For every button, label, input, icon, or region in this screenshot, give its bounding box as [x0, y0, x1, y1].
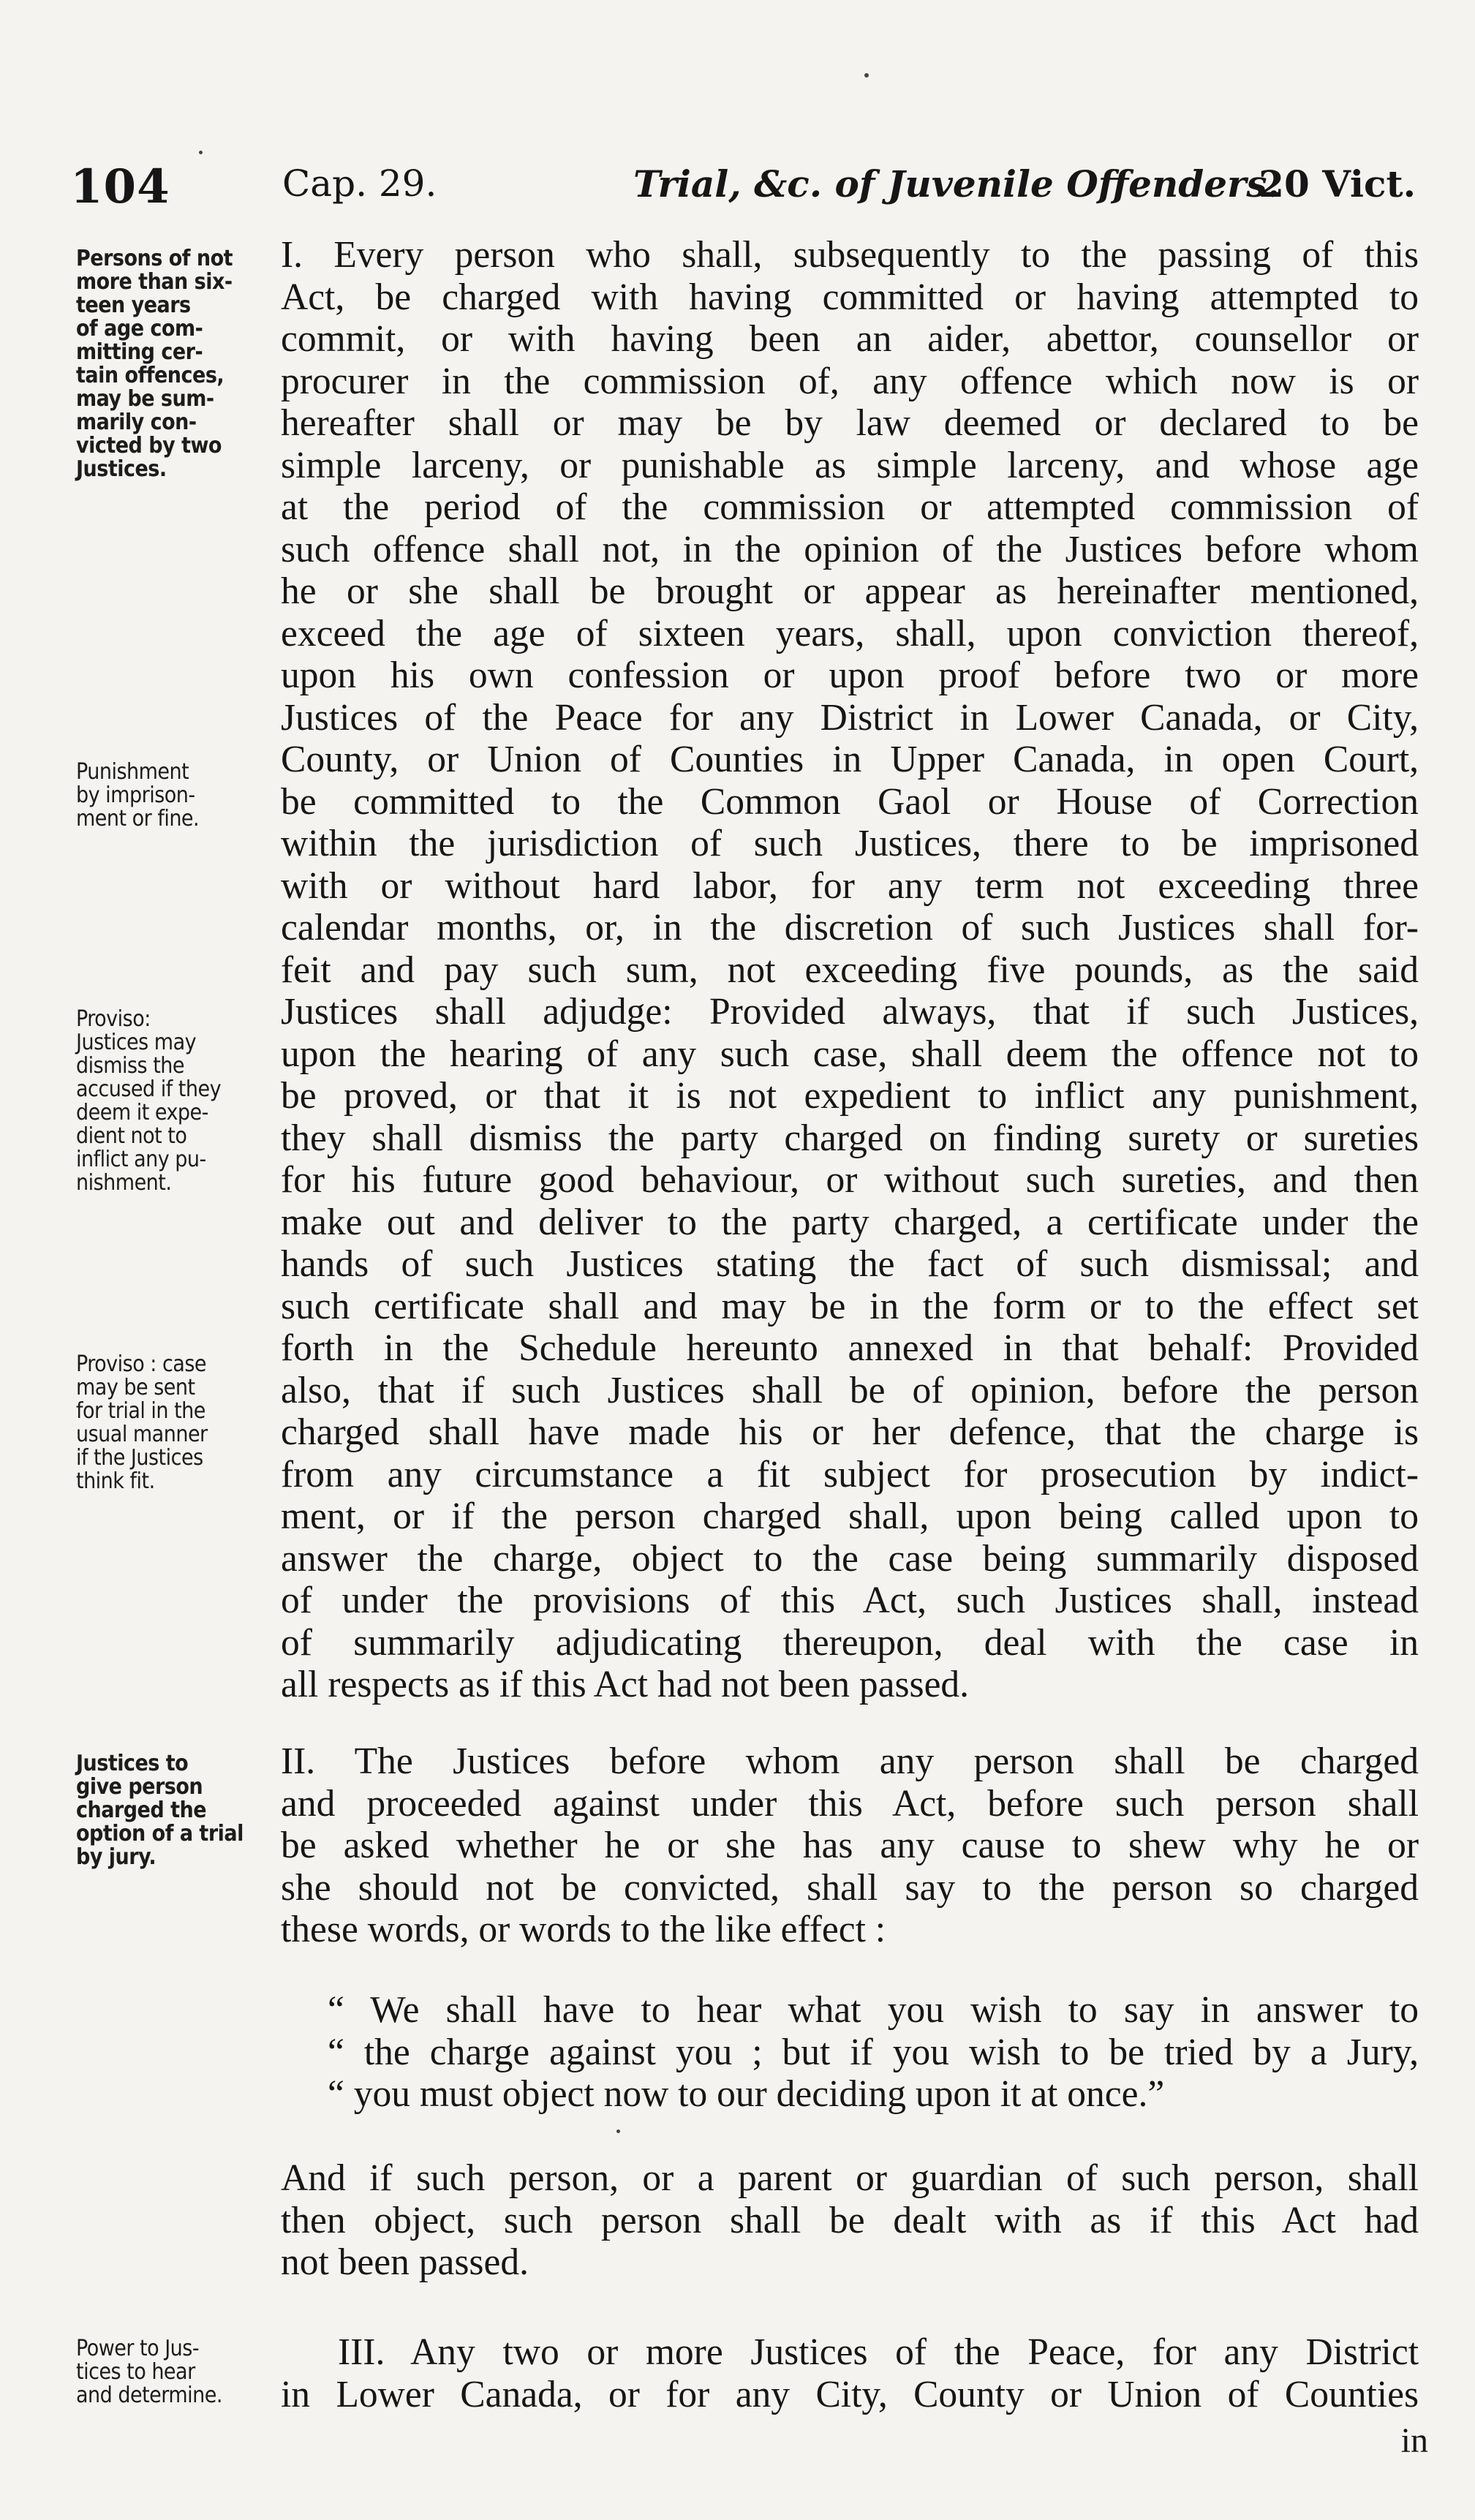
- margin-line: Justices to: [76, 1751, 189, 1776]
- regnal-year: 20 Vict.: [1259, 162, 1416, 205]
- margin-line: tices to hear: [76, 2359, 195, 2385]
- text-line: hands of such Justices stating the fact of such dismissal; and: [281, 1243, 1419, 1285]
- margin-line: deem it expe-: [76, 1100, 208, 1125]
- margin-line: marily con-: [76, 410, 197, 435]
- text-line: for his future good behaviour, or without such sureties, and then: [281, 1159, 1419, 1201]
- text-line: be committed to the Common Gaol or House of Correction: [281, 781, 1419, 823]
- ink-speck: [616, 2129, 620, 2133]
- margin-line: Punishment: [76, 759, 189, 785]
- text-line: be proved, or that it is not expedient to inflict any punishment,: [281, 1075, 1419, 1117]
- text-line: commit, or with having been an aider, abettor, counsellor or: [281, 318, 1419, 360]
- text-line: upon the hearing of any such case, shall deem the offence not to: [281, 1033, 1419, 1075]
- margin-line: nishment.: [76, 1170, 172, 1196]
- margin-note: [76, 1008, 288, 1195]
- margin-line: tain offences,: [76, 363, 225, 388]
- text-line: exceed the age of sixteen years, shall, upon conviction thereof,: [281, 613, 1419, 654]
- margin-line: Proviso:: [76, 1006, 151, 1032]
- chapter-label: Cap. 29.: [282, 162, 437, 205]
- ink-speck: [864, 73, 869, 78]
- text-line: I. Every person who shall, subsequently to the passing of this: [281, 234, 1419, 276]
- text-line: also, that if such Justices shall be of opinion, before the person: [281, 1370, 1419, 1411]
- text-line: of under the provisions of this Act, such Justices shall, instead: [281, 1580, 1419, 1621]
- text-line: hereafter shall or may be by law deemed or declared to be: [281, 402, 1419, 444]
- text-line: calendar months, or, in the discretion of such Justices shall for-: [281, 907, 1419, 948]
- text-line: answer the charge, object to the case being summarily disposed: [281, 1538, 1419, 1580]
- margin-line: charged the: [76, 1797, 207, 1823]
- text-line: within the jurisdiction of such Justices, there to be imprisoned: [281, 823, 1419, 864]
- header-title: Trial, &c. of Juvenile Offenders.: [633, 162, 1280, 205]
- text-line: not been passed.: [281, 2241, 529, 2283]
- margin-line: and determine.: [76, 2383, 222, 2408]
- margin-line: of age com-: [76, 316, 203, 342]
- text-line: of summarily adjudicating thereupon, deal with the case in: [281, 1622, 1419, 1664]
- margin-line: Justices.: [76, 456, 167, 482]
- margin-line: Power to Jus-: [76, 2336, 200, 2361]
- text-line: in Lower Canada, or for any City, County or Union of Counties: [281, 2374, 1419, 2415]
- text-line: be asked whether he or she has any cause to shew why he or: [281, 1825, 1419, 1866]
- margin-line: Persons of not: [76, 246, 233, 271]
- margin-line: accused if they: [76, 1076, 222, 1102]
- text-line: “ We shall have to hear what you wish to say in answer to: [328, 1989, 1419, 2031]
- text-line: County, or Union of Counties in Upper Canada, in open Court,: [281, 739, 1419, 780]
- margin-note: [76, 761, 288, 831]
- text-line: from any circumstance a fit subject for prosecution by indict-: [281, 1454, 1419, 1495]
- margin-line: may be sent: [76, 1375, 195, 1400]
- margin-line: inflict any pu-: [76, 1147, 206, 1172]
- text-line: with or without hard labor, for any term not exceeding three: [281, 865, 1419, 907]
- running-header: [70, 159, 1430, 218]
- text-line: II. The Justices before whom any person shall be charged: [281, 1740, 1419, 1782]
- text-line: Justices of the Peace for any District in Lower Canada, or City,: [281, 697, 1419, 739]
- text-line: procurer in the commission of, any offence which now is or: [281, 361, 1419, 402]
- margin-note: [76, 1752, 288, 1869]
- margin-line: for trial in the: [76, 1398, 205, 1424]
- margin-note: [76, 247, 288, 481]
- catchword: in: [1400, 2421, 1428, 2460]
- text-line: such certificate shall and may be in the form or to the effect set: [281, 1286, 1419, 1327]
- margin-line: Proviso : case: [76, 1351, 207, 1377]
- margin-note: [76, 2337, 288, 2407]
- text-line: upon his own confession or upon proof before two or more: [281, 654, 1419, 696]
- margin-line: mitting cer-: [76, 339, 203, 365]
- text-line: all respects as if this Act had not been passed.: [281, 1664, 970, 1705]
- page-number: 104: [70, 159, 170, 214]
- margin-line: think fit.: [76, 1468, 155, 1494]
- margin-line: give person: [76, 1774, 203, 1800]
- ink-speck: [199, 151, 203, 154]
- text-line: Justices shall adjudge: Provided always, that if such Justices,: [281, 991, 1419, 1033]
- text-line: “ the charge against you ; but if you wish to be tried by a Jury,: [328, 2032, 1419, 2073]
- text-line: forth in the Schedule hereunto annexed in that behalf: Provided: [281, 1327, 1419, 1369]
- margin-line: dismiss the: [76, 1053, 184, 1079]
- margin-line: may be sum-: [76, 386, 214, 412]
- text-line: then object, such person shall be dealt with as if this Act had: [281, 2200, 1419, 2241]
- text-line: And if such person, or a parent or guardian of such person, shall: [281, 2157, 1419, 2199]
- margin-line: by jury.: [76, 1844, 156, 1870]
- margin-line: usual manner: [76, 1422, 208, 1447]
- text-line: ment, or if the person charged shall, upon being called upon to: [281, 1495, 1419, 1537]
- margin-line: option of a trial: [76, 1821, 244, 1846]
- text-line: “ you must object now to our deciding upon it at once.”: [328, 2073, 1165, 2115]
- text-line: he or she shall be brought or appear as hereinafter mentioned,: [281, 570, 1419, 612]
- margin-line: by imprison-: [76, 782, 195, 808]
- margin-line: teen years: [76, 293, 191, 318]
- text-line: at the period of the commission or attempted commission of: [281, 486, 1419, 528]
- margin-line: victed by two: [76, 433, 222, 459]
- text-line: Act, be charged with having committed or having attempted to: [281, 276, 1419, 318]
- text-line: charged shall have made his or her defence, that the charge is: [281, 1411, 1419, 1453]
- text-line: such offence shall not, in the opinion of the Justices before whom: [281, 529, 1419, 570]
- margin-line: if the Justices: [76, 1445, 203, 1471]
- margin-line: ment or fine.: [76, 806, 200, 831]
- text-line: they shall dismiss the party charged on finding surety or sureties: [281, 1117, 1419, 1159]
- text-line: and proceeded against under this Act, before such person shall: [281, 1783, 1419, 1825]
- margin-note: [76, 1353, 288, 1493]
- text-line: feit and pay such sum, not exceeding five pounds, as the said: [281, 949, 1419, 991]
- margin-line: dient not to: [76, 1123, 187, 1149]
- text-line: these words, or words to the like effect :: [281, 1909, 886, 1950]
- text-line: she should not be convicted, shall say to the person so charged: [281, 1867, 1419, 1909]
- text-line: simple larceny, or punishable as simple larceny, and whose age: [281, 445, 1419, 486]
- text-line: III. Any two or more Justices of the Peace, for any District: [338, 2331, 1419, 2373]
- text-line: make out and deliver to the party charged, a certificate under the: [281, 1201, 1419, 1243]
- margin-line: Justices may: [76, 1030, 197, 1055]
- margin-line: more than six-: [76, 269, 233, 295]
